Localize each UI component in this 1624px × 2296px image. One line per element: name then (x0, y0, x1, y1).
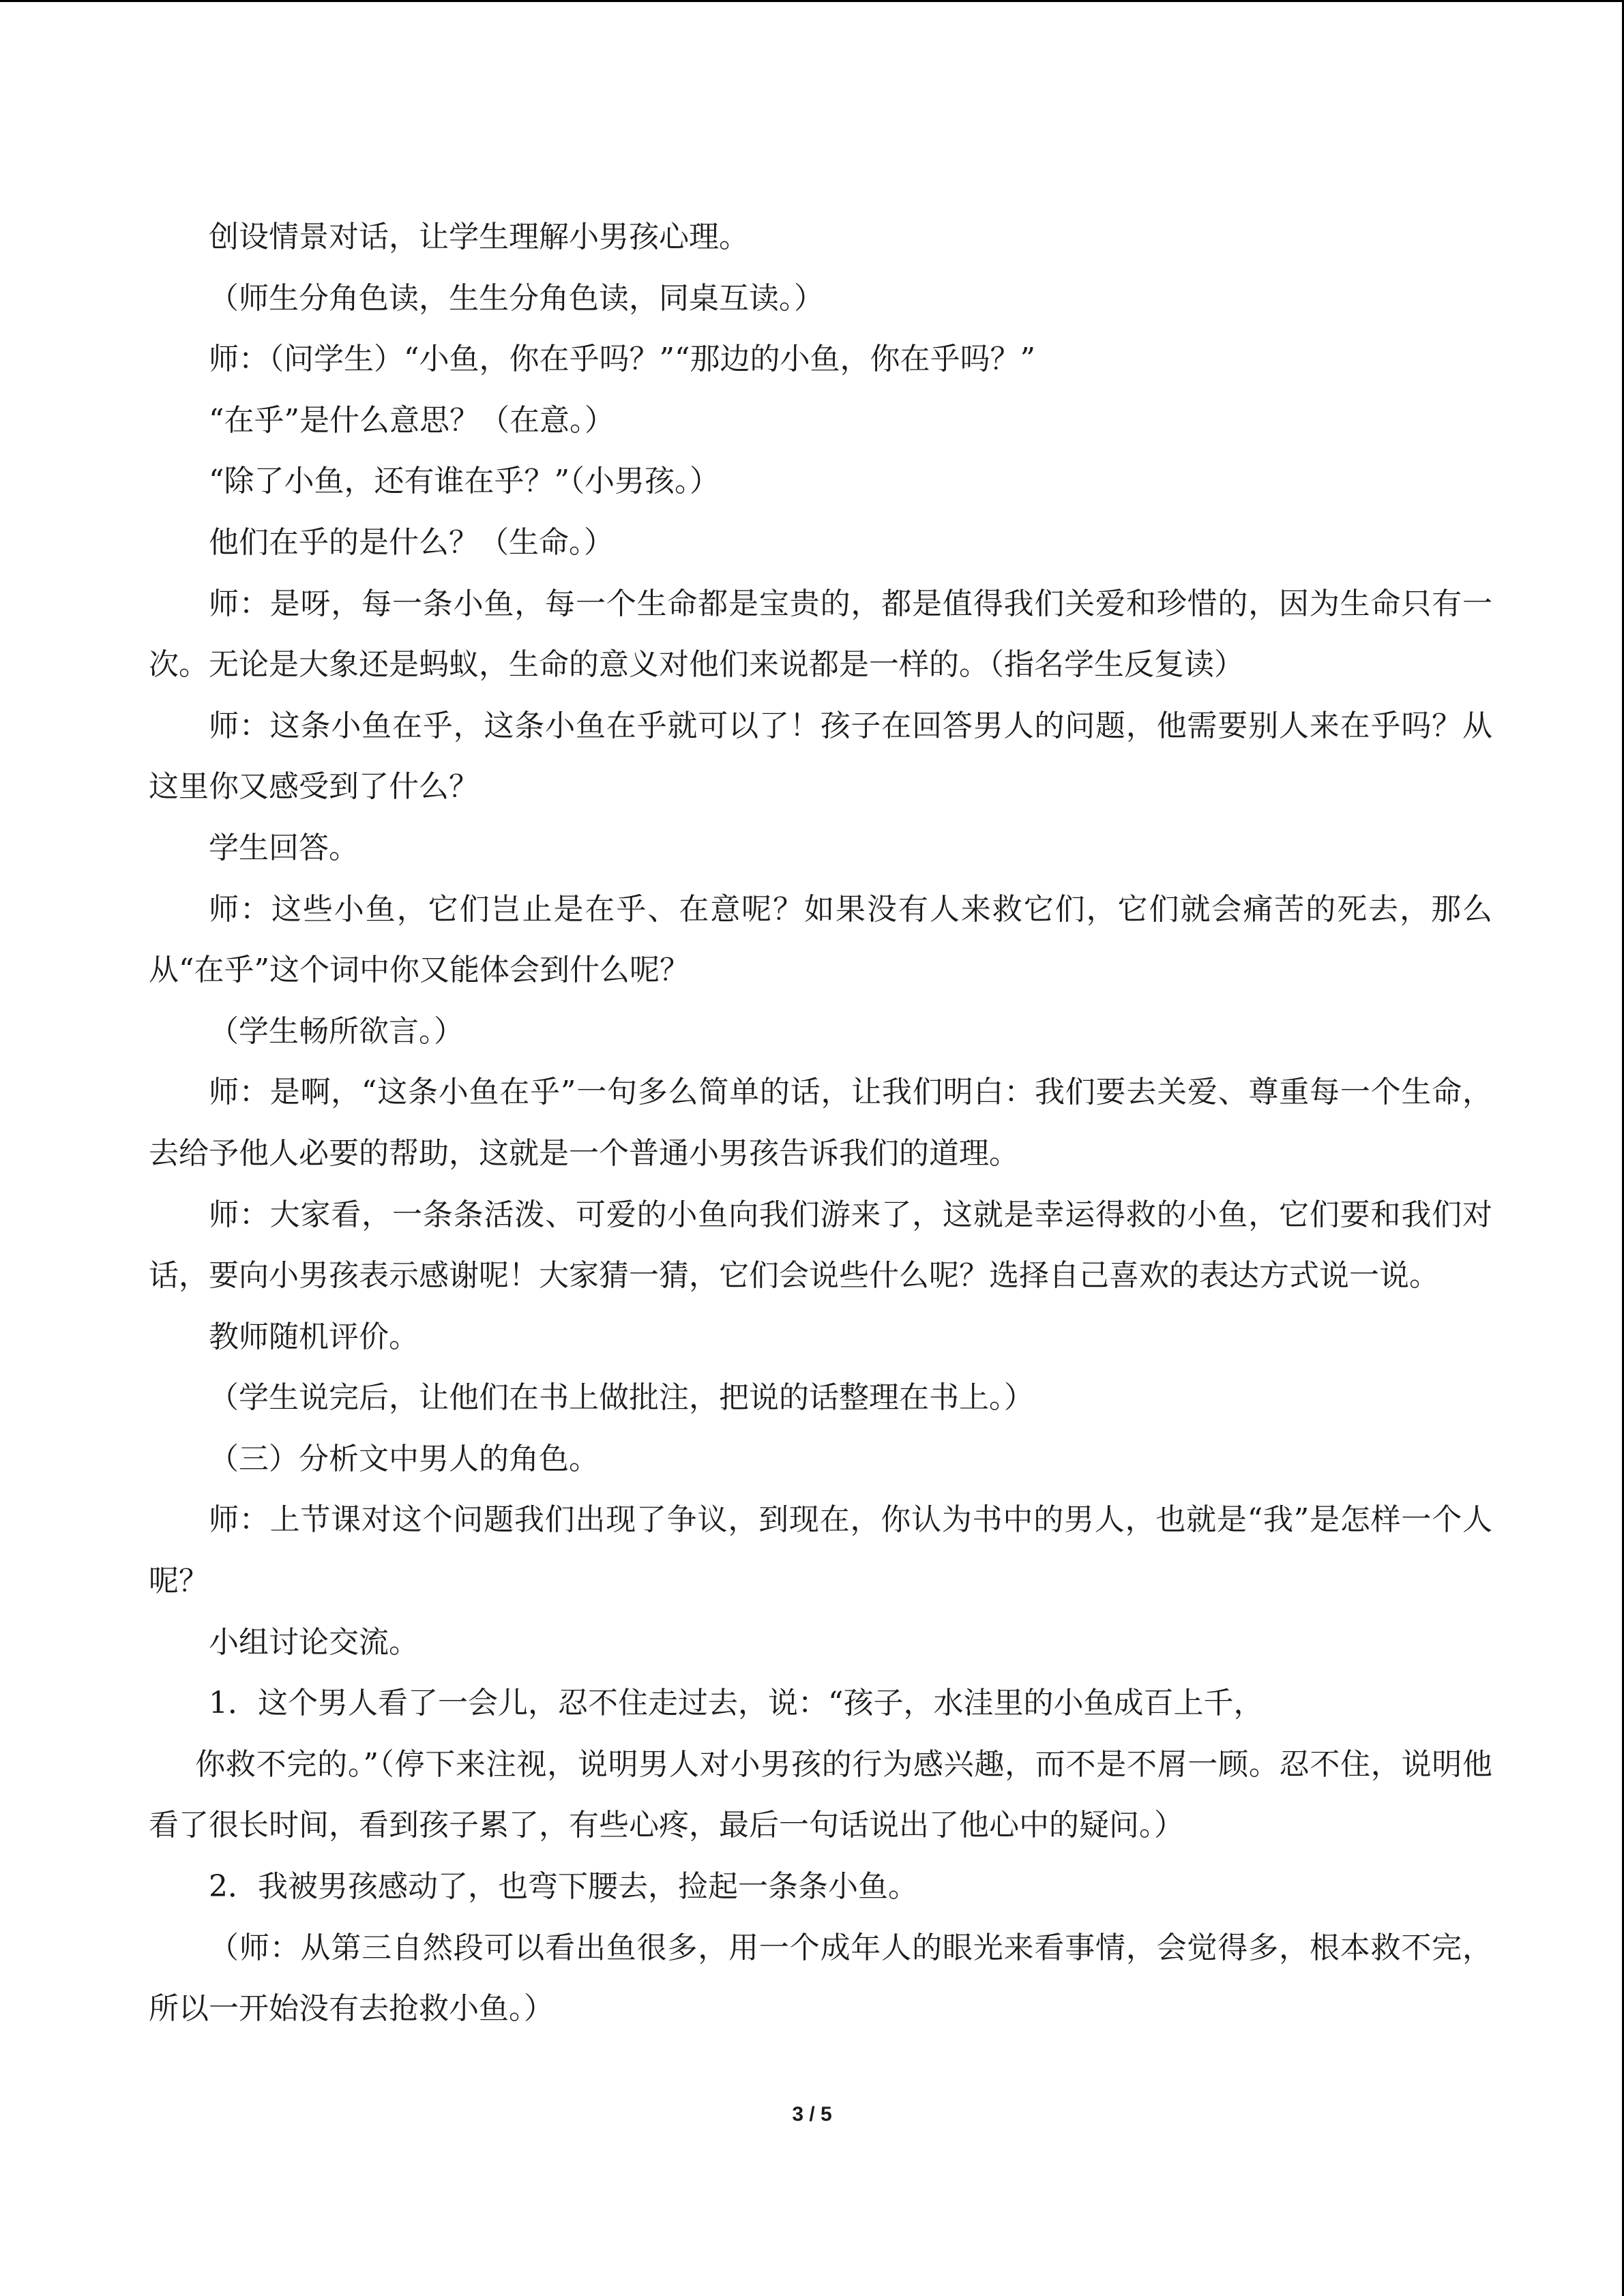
paragraph: “在乎”是什么意思？（在意。） (209, 402, 615, 438)
paragraph: （学生畅所欲言。） (209, 1013, 464, 1049)
paragraph: 学生回答。 (209, 830, 359, 865)
list-item-continuation: 你救不完的。”（停下来注视，说明男人对小男孩的行为感兴趣，而不是不屑一顾。忍不住，说明他看了很长时间，看到孩子累了，有些心疼，最后一句话说出了他心中的疑问。） (149, 1746, 1492, 1843)
paragraph: 师：是呀，每一条小鱼，每一个生命都是宝贵的，都是值得我们关爱和珍惜的，因为生命只有一次。无论是大象还是蚂蚁，生命的意义对他们来说都是一样的。（指名学生反复读） (149, 586, 1492, 683)
paragraph: 创设情景对话，让学生理解小男孩心理。 (209, 220, 749, 254)
paragraph: 师：（问学生）“小鱼，你在乎吗？”“那边的小鱼，你在乎吗？” (209, 342, 1035, 377)
paragraph: “除了小鱼，还有谁在乎？”（小男孩。） (209, 464, 720, 499)
paragraph: 师：是啊，“这条小鱼在乎”一句多么简单的话，让我们明白：我们要去关爱、尊重每一个生命，去给予他人必要的帮助，这就是一个普通小男孩告诉我们的道理。 (149, 1075, 1492, 1171)
paragraph: 师：上节课对这个问题我们出现了争议，到现在，你认为书中的男人，也就是“我”是怎样一个人呢？ (149, 1502, 1493, 1599)
list-item: 1．这个男人看了一会儿，忍不住走过去，说：“孩子，水洼里的小鱼成百上千， (209, 1686, 1264, 1721)
paragraph: （师：从第三自然段可以看出鱼很多，用一个成年人的眼光来看事情，会觉得多，根本救不完，所以一开始没有去抢救小鱼。） (149, 1930, 1492, 2027)
paragraph: （学生说完后，让他们在书上做批注，把说的话整理在书上。） (209, 1380, 1034, 1416)
paragraph: 师：这条小鱼在乎，这条小鱼在乎就可以了！孩子在回答男人的问题，他需要别人来在乎吗？从这里你又感受到了什么？ (149, 708, 1492, 805)
paragraph: 师：大家看，一条条活泼、可爱的小鱼向我们游来了，这就是幸运得救的小鱼，它们要和我们对话，要向小男孩表示感谢呢！大家猜一猜，它们会说些什么呢？选择自己喜欢的表达方式说一说。 (149, 1197, 1492, 1294)
section-heading: （三）分析文中男人的角色。 (209, 1441, 599, 1476)
page-number: 3 / 5 (792, 2103, 832, 2126)
paragraph: 教师随机评价。 (209, 1319, 419, 1354)
paragraph: （师生分角色读，生生分角色读，同桌互读。） (209, 280, 824, 316)
list-item: 2．我被男孩感动了，也弯下腰去，捡起一条条小鱼。 (209, 1869, 918, 1905)
paragraph: 小组讨论交流。 (209, 1624, 419, 1660)
document-body (149, 207, 1492, 2040)
paragraph: 他们在乎的是什么？（生命。） (209, 524, 614, 560)
paragraph: 师：这些小鱼，它们岂止是在乎、在意呢？如果没有人来救它们，它们就会痛苦的死去，那么从“在乎”这个词中你又能体会到什么呢？ (149, 891, 1492, 988)
